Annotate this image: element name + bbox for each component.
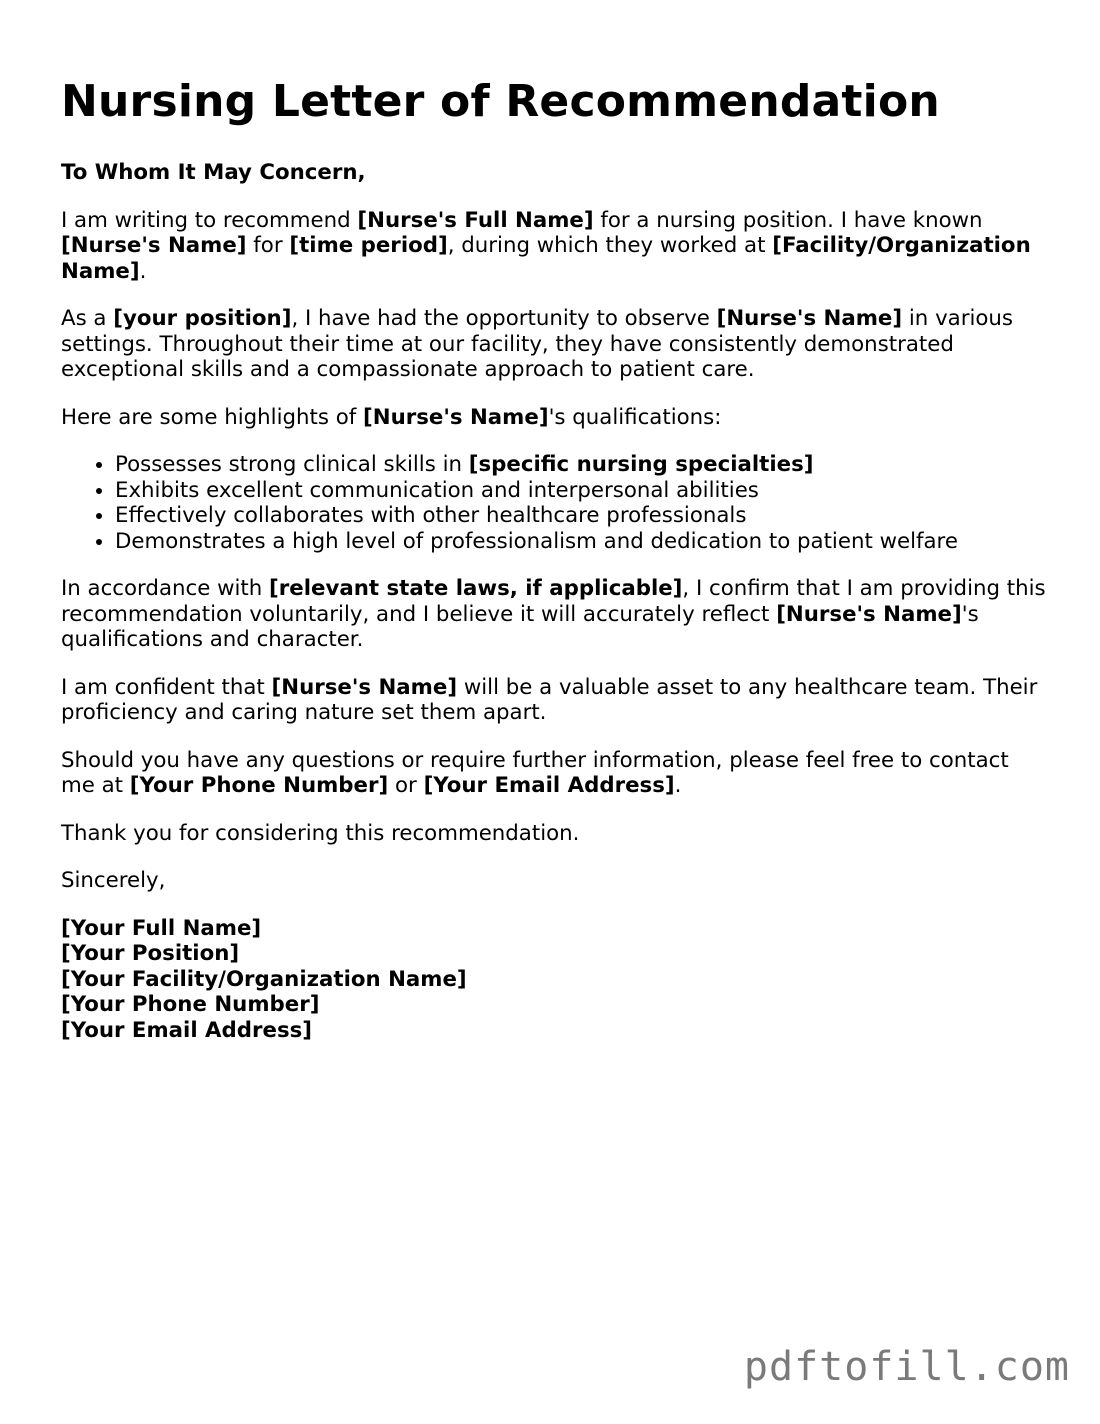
placeholder-state-laws: [relevant state laws, if applicable] [269,576,683,601]
text: 's qualifications: [548,404,722,430]
list-item [115,452,1046,478]
text: I am writing to recommend [61,207,358,233]
paragraph-confidence [61,675,1046,726]
paragraph-thanks: Thank you for considering this recommendation. [61,820,580,846]
placeholder-email-address: [Your Email Address] [423,773,675,798]
text: Possesses strong clinical skills in [115,452,469,477]
highlights-list [61,452,1046,554]
placeholder-nurse-name: [Nurse's Name] [363,404,549,430]
paragraph-highlights-intro [61,405,1046,431]
text: for [246,233,290,258]
paragraph-observation [61,306,1046,383]
text: in various settings. Throughout their time at our facility, they have consistently demonstrated exceptional skills and a compassionate approach to patient care. [61,306,1014,382]
placeholder-nurse-name: [Nurse's Name] [61,233,247,258]
text: I am confident that [61,674,272,700]
paragraph-intro [61,208,1046,285]
placeholder-phone-number: [Your Phone Number] [129,773,389,798]
list-item: • Exhibits excellent communication and interpersonal abilities [115,478,1046,504]
page-title: Nursing Letter of Recommendation [61,76,940,127]
signature-organization: [Your Facility/Organization Name] [61,966,467,992]
placeholder-nursing-specialties: [specific nursing specialties] [468,452,814,477]
paragraph-contact [61,748,1046,799]
placeholder-your-position: [your position] [113,306,292,331]
text: , during which they worked at [447,233,773,258]
text: 's qualifications and character. [61,601,979,652]
text: As a [61,306,114,331]
placeholder-facility-name: [Facility/Organization Name] [61,233,1031,284]
placeholder-nurse-name: [Nurse's Name] [776,601,962,627]
signature-position: [Your Position] [61,941,240,966]
signature-block [61,916,1046,1044]
closing: Sincerely, [61,868,166,893]
placeholder-nurse-full-name: [Nurse's Full Name] [357,207,594,233]
letter-document [61,74,1046,1043]
placeholder-time-period: [time period] [289,233,448,258]
text: will be a valuable asset to any healthcare team. Their proficiency and caring nature set them apart. [61,674,1038,725]
list-item: • Effectively collaborates with other healthcare professionals [115,503,1046,529]
placeholder-nurse-name: [Nurse's Name] [716,306,903,331]
placeholder-nurse-name: [Nurse's Name] [271,674,458,700]
signature-email: [Your Email Address] [61,1017,313,1043]
text: In accordance with [61,576,270,601]
text: . [139,258,147,284]
text: or [388,773,424,798]
text: , I have had the opportunity to observe [291,306,717,331]
watermark: pdftofill.com [743,1344,1070,1390]
signature-phone: [Your Phone Number] [61,992,320,1017]
text: , I confirm that I am providing this recommendation voluntarily, and I believe it will accurately reflect [61,576,1046,627]
text: Should you have any questions or require further information, please feel free to contact me at [61,747,1009,798]
text: for a nursing position. I have known [593,207,983,233]
signature-name: [Your Full Name] [61,915,262,941]
salutation: To Whom It May Concern, [61,160,366,185]
list-item: • Demonstrates a high level of professionalism and dedication to patient welfare [115,529,1046,555]
text: Here are some highlights of [61,404,364,430]
paragraph-compliance [61,576,1046,653]
text: . [674,773,682,798]
